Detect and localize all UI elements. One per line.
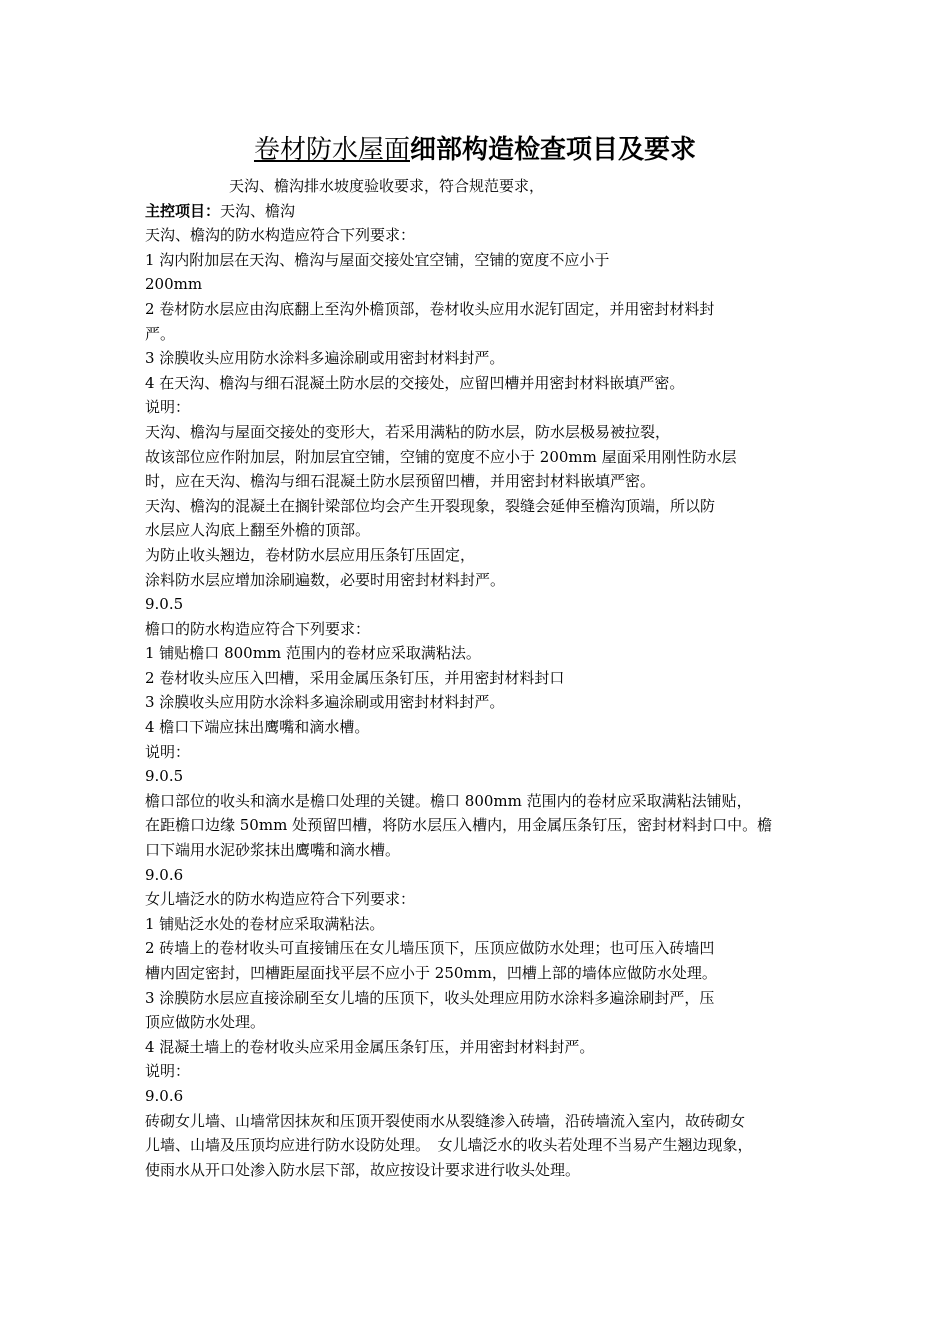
body-line: 槽内固定密封，凹槽距屋面找平层不应小于 250mm，凹槽上部的墙体应做防水处理。: [145, 964, 717, 982]
body-line: 3 涂膜防水层应直接涂刷至女儿墙的压顶下，收头处理应用防水涂料多遍涂刷封严，压: [145, 988, 715, 1007]
body-line: 顶应做防水处理。: [145, 1013, 266, 1032]
main-control-line: [145, 199, 825, 224]
body-line: 1 铺贴泛水处的卷材应采取满粘法。: [145, 914, 385, 933]
body-line: 涂料防水层应增加涂刷遍数，必要时用密封材料封严。: [145, 570, 506, 589]
body-line: 儿墙、山墙及压顶均应进行防水设防处理。 女儿墙泛水的收头若处理不当易产生翘边现象，: [145, 1136, 753, 1155]
main-control-value: 天沟、檐沟: [220, 201, 296, 220]
intro-line: 天沟、檐沟排水坡度验收要求，符合规范要求，: [229, 177, 545, 195]
body-line: 故该部位应作附加层，附加层宜空铺，空铺的宽度不应小于 200mm 屋面采用刚性防水层: [145, 447, 737, 466]
body-line: 2 卷材收头应压入凹槽，采用金属压条钉压，并用密封材料封口: [145, 668, 565, 687]
body-line: 天沟、檐沟的混凝土在搁针梁部位均会产生开裂现象，裂缝会延伸至檐沟顶端，所以防: [145, 496, 716, 515]
body-line: 水层应人沟底上翻至外檐的顶部。: [145, 521, 371, 540]
body-line: 说明：: [145, 398, 191, 417]
body-line: 严。: [145, 324, 176, 343]
body-line: 2 砖墙上的卷材收头可直接铺压在女儿墙压顶下，压顶应做防水处理；也可压入砖墙凹: [145, 939, 715, 958]
body-line: 4 在天沟、檐沟与细石混凝土防水层的交接处，应留凹槽并用密封材料嵌填严密。: [145, 373, 685, 392]
document-title: [0, 130, 950, 170]
body-line: 天沟、檐沟与屋面交接处的变形大，若采用满粘的防水层，防水层极易被拉裂，: [145, 422, 671, 441]
body-line: 时，应在天沟、檐沟与细石混凝土防水层预留凹槽，并用密封材料嵌填严密。: [145, 472, 656, 491]
body-line: 3 涂膜收头应用防水涂料多遍涂刷或用密封材料封严。: [145, 349, 505, 368]
body-line: 9.0.6: [145, 1086, 184, 1105]
body-line: 在距檐口边缘 50mm 处预留凹槽，将防水层压入槽内，用金属压条钉压，密封材料封口中。檐: [145, 816, 773, 835]
body-line: 1 沟内附加层在天沟、檐沟与屋面交接处宜空铺，空铺的宽度不应小于: [145, 250, 610, 269]
main-control-label: 主控项目：: [145, 201, 221, 220]
document-body: [145, 174, 825, 1182]
body-line: 3 涂膜收头应用防水涂料多遍涂刷或用密封材料封严。: [145, 693, 505, 712]
body-line: 2 卷材防水层应由沟底翻上至沟外檐顶部，卷材收头应用水泥钉固定，并用密封材料封: [145, 299, 715, 318]
body-line: 9.0.5: [145, 767, 184, 786]
body-line: 檐口的防水构造应符合下列要求：: [145, 619, 371, 638]
body-lines: [145, 223, 825, 1182]
title-part-2: 细部构造检查项目及要求: [410, 135, 697, 165]
title-part-1: 卷材防水屋面: [253, 135, 410, 165]
body-line: 9.0.5: [145, 595, 184, 614]
body-line: 砖砌女儿墙、山墙常因抹灰和压顶开裂使雨水从裂缝渗入砖墙，沿砖墙流入室内，故砖砌女: [145, 1111, 746, 1130]
body-line: 4 檐口下端应抹出鹰嘴和滴水槽。: [145, 718, 370, 737]
body-line: 口下端用水泥砂浆抹出鹰嘴和滴水槽。: [145, 841, 401, 860]
body-line: 天沟、檐沟的防水构造应符合下列要求：: [145, 226, 416, 245]
body-line: 使雨水从开口处渗入防水层下部，故应按设计要求进行收头处理。: [145, 1160, 581, 1179]
body-line: 说明：: [145, 1062, 191, 1081]
body-line: 9.0.6: [145, 865, 184, 884]
body-line: 檐口部位的收头和滴水是檐口处理的关键。檐口 800mm 范围内的卷材应采取满粘法铺贴，: [145, 791, 752, 810]
body-line: 4 混凝土墙上的卷材收头应采用金属压条钉压，并用密封材料封严。: [145, 1037, 595, 1056]
body-line: 为防止收头翘边，卷材防水层应用压条钉压固定，: [145, 545, 476, 564]
body-line: 1 铺贴檐口 800mm 范围内的卷材应采取满粘法。: [145, 644, 481, 663]
body-line: 说明：: [145, 742, 191, 761]
body-line: 200mm: [145, 275, 203, 294]
body-line: 女儿墙泛水的防水构造应符合下列要求：: [145, 890, 416, 909]
